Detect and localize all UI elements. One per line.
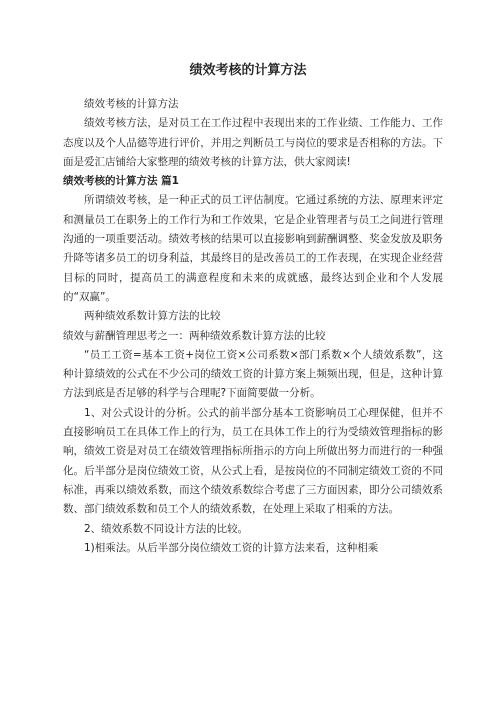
document-body	[63, 95, 443, 558]
intro-paragraph: 绩效考核的计算方法	[84, 98, 179, 110]
section-heading: 绩效考核的计算方法 篇1	[63, 175, 179, 188]
subsection-paragraph: “员工工资=基本工资+岗位工资×公司系数×部门系数×个人绩效系数”，这种计算绩效的公式在不少公司的绩效工资的计算方案上频频出现，但是，这种计算方法到底是否足够的科学与合理呢?下面简要做一分析。	[63, 348, 443, 400]
subsection-paragraph: 1)相乘法。从后半部分岗位绩效工资的计算方法来看，这种相乘	[84, 541, 379, 554]
intro-paragraph: 绩效考核方法，是对员工在工作过程中表现出来的工作业绩、工作能力、工作态度以及个人品德等进行评价，并用之判断员工与岗位的要求是否相称的方法。下面是爱汇店铺给大家整理的绩效考核的计算方法，供大家阅读!	[63, 117, 443, 168]
section-paragraph: 所谓绩效考核，是一种正式的员工评估制度。它通过系统的方法、原理来评定和测量员工在职务上的工作行为和工作效果，它是企业管理者与员工之间进行管理沟通的一项重要活动。绩效考核的结果可以直接影响到薪酬调整、奖金发放及职务升降等诸多员工的切身利益，其最终目的是改善员工的工作表现，在实现企业经营目标的同时，提高员工的满意程度和未来的成就感，最终达到企业和个人发展的“双赢”。	[63, 194, 443, 303]
subsection-line: 绩效与薪酬管理思考之一：两种绩效系数计算方法的比较	[63, 329, 326, 342]
section-paragraph: 两种绩效系数计算方法的比较	[84, 310, 221, 323]
subsection-paragraph: 1、对公式设计的分析。公式的前半部分基本工资影响员工心理保健，但并不直接影响员工在具体工作上的行为，员工在具体工作上的行为受绩效管理指标的影响，绩效工资是对员工在绩效管理指标所指示的方向上所做出努力而进行的一种强化。后半部分是岗位绩效工资，从公式上看，是按岗位的不同制定绩效工资的不同标准，再乘以绩效系数，而这个绩效系数综合考虑了三方面因素，即分公司绩效系数、部门绩效系数和员工个人的绩效系数，在处理上采取了相乘的方法。	[63, 406, 443, 516]
document-title: 绩效考核的计算方法	[189, 63, 307, 78]
subsection-paragraph: 2、绩效系数不同设计方法的比较。	[84, 522, 249, 535]
